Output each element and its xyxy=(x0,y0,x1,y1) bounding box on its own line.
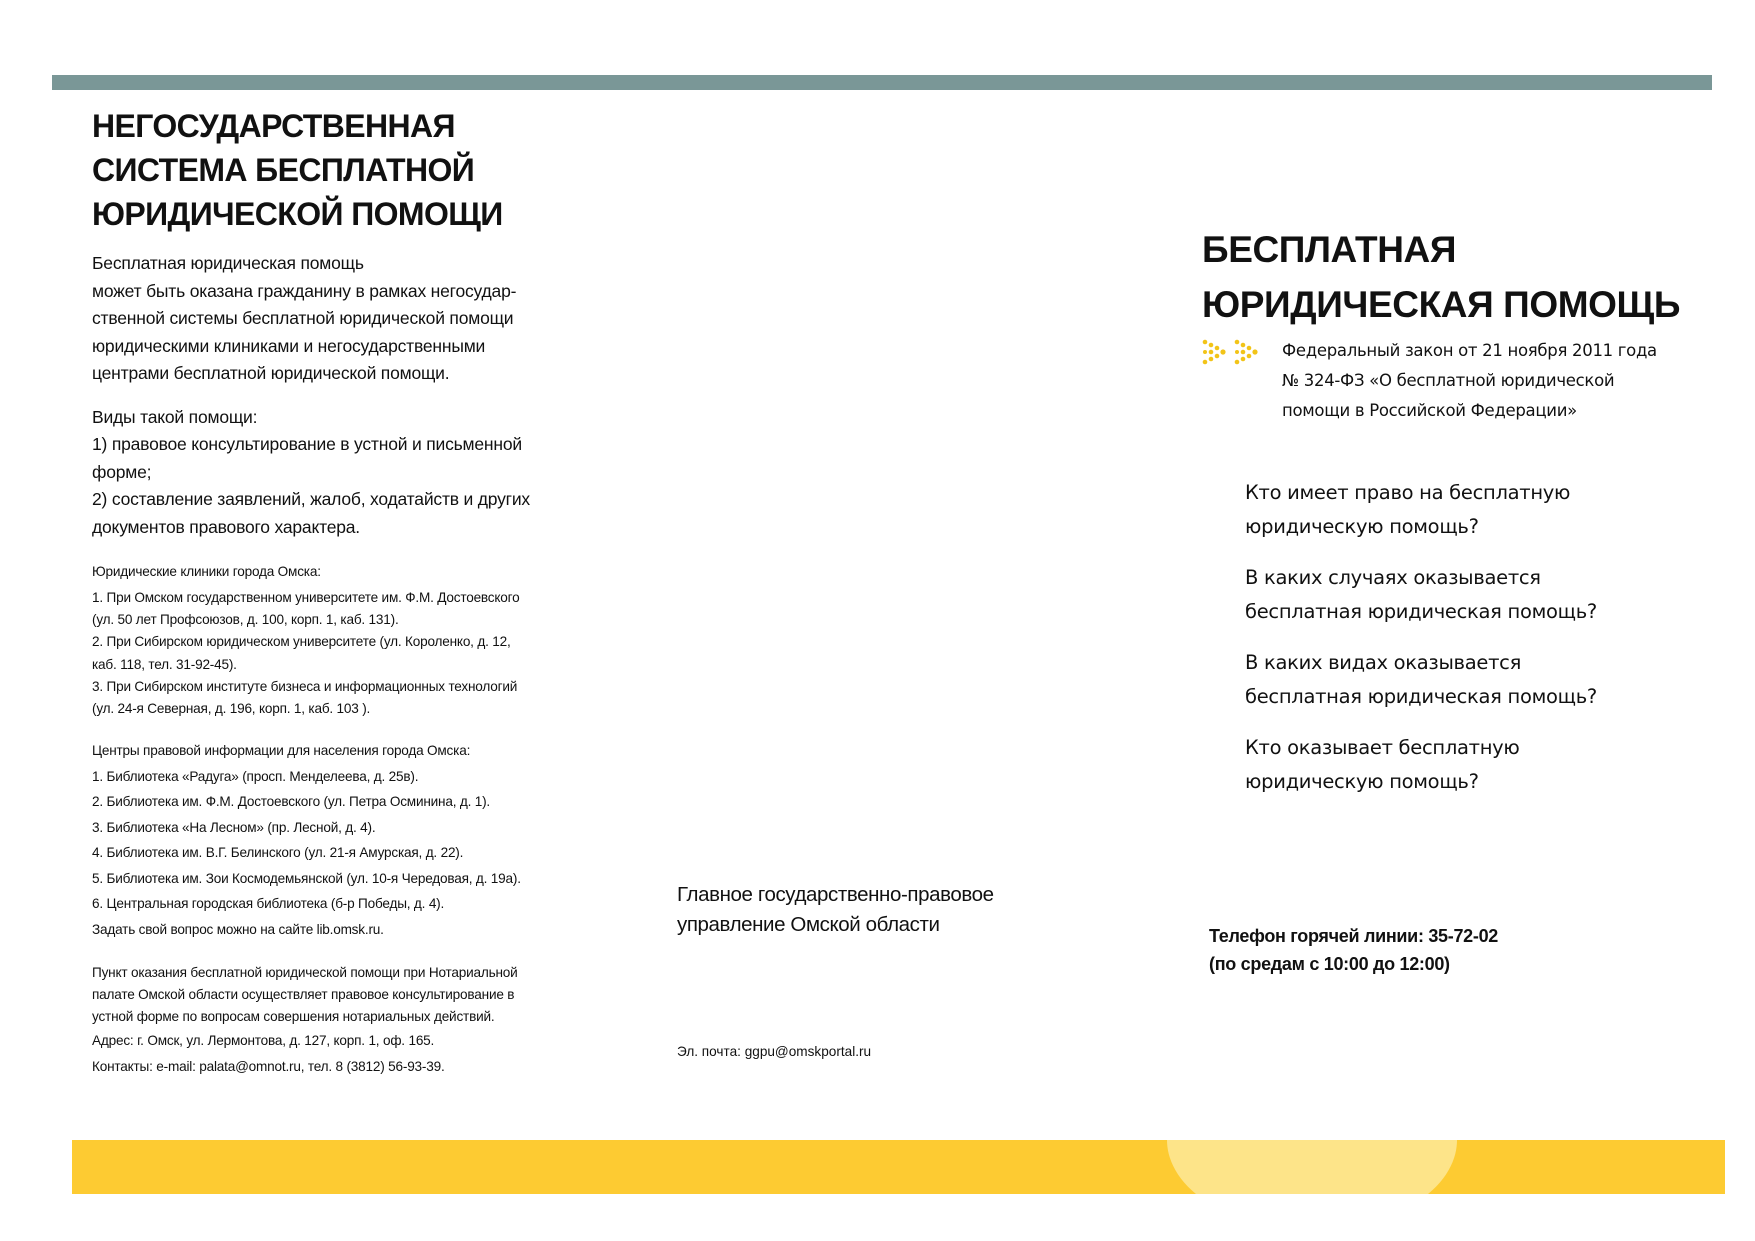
notary-line: Пункт оказания бесплатной юридической помощи при Нотариальной xyxy=(92,965,518,980)
law-line: помощи в Российской Федерации» xyxy=(1282,401,1577,420)
center-item: 2. Библиотека им. Ф.М. Достоевского (ул. Петра Осминина, д. 1). xyxy=(92,794,491,809)
center-item: 1. Библиотека «Радуга» (просп. Менделеева, д. 25в). xyxy=(92,768,419,784)
question-item xyxy=(1245,646,1705,714)
hotline-info xyxy=(1209,922,1498,978)
cover-heading xyxy=(1202,222,1702,332)
notary-section xyxy=(92,962,562,1079)
question-line: В каких случаях оказывается xyxy=(1245,566,1541,589)
hotline-phone: Телефон горячей линии: 35-72-02 xyxy=(1209,926,1498,946)
question-line: В каких видах оказывается xyxy=(1245,651,1522,674)
intro-line: может быть оказана гражданину в рамках негосудар- xyxy=(92,280,517,301)
left-panel xyxy=(92,104,562,1079)
clinic-line: (ул. 50 лет Профсоюзов, д. 100, корп. 1, каб. 131). xyxy=(92,612,399,627)
cover-heading-line: БЕСПЛАТНАЯ xyxy=(1202,229,1457,270)
notary-line: устной форме по вопросам совершения нотариальных действий. xyxy=(92,1009,495,1024)
clinic-item xyxy=(92,629,562,674)
organization-line: Главное государственно-правовое xyxy=(677,883,994,906)
notary-line: палате Омской области осуществляет правовое консультирование в xyxy=(92,987,515,1002)
question-line: юридическую помощь? xyxy=(1245,770,1479,793)
centers-title: Центры правовой информации для населения города Омска: xyxy=(92,743,471,758)
questions-list xyxy=(1245,476,1705,816)
intro-line: ственной системы бесплатной юридической помощи xyxy=(92,308,514,328)
intro-line: юридическими клиниками и негосударственными xyxy=(92,335,486,356)
website-note: Задать свой вопрос можно на сайте lib.omsk.ru. xyxy=(92,921,384,937)
question-item xyxy=(1245,731,1705,799)
help-types-line: Виды такой помощи: xyxy=(92,406,258,427)
question-line: юридическую помощь? xyxy=(1245,515,1479,538)
intro-line: Бесплатная юридическая помощь xyxy=(92,253,364,273)
question-line: Кто оказывает бесплатную xyxy=(1245,736,1520,759)
help-types xyxy=(92,404,562,542)
clinic-line: каб. 118, тел. 31-92-45). xyxy=(92,656,237,672)
middle-panel xyxy=(677,880,1057,940)
cover-heading-line: ЮРИДИЧЕСКАЯ ПОМОЩЬ xyxy=(1202,284,1681,325)
left-heading-line: СИСТЕМА БЕСПЛАТНОЙ xyxy=(92,152,475,188)
notary-contacts: Контакты: e-mail: palata@omnot.ru, тел. 8 (3812) 56-93-39. xyxy=(92,1058,445,1074)
question-line: бесплатная юридическая помощь? xyxy=(1245,685,1597,708)
bottom-decor-arc xyxy=(1167,1140,1457,1194)
clinic-line: 3. При Сибирском институте бизнеса и информационных технологий xyxy=(92,678,518,694)
clinic-line: 1. При Омском государственном университете им. Ф.М. Достоевского xyxy=(92,589,520,605)
bottom-decor-band xyxy=(72,1140,1725,1194)
intro-paragraph xyxy=(92,250,562,388)
law-text xyxy=(1282,336,1712,426)
question-item xyxy=(1245,476,1705,544)
law-reference xyxy=(1200,336,1700,426)
left-heading-line: ЮРИДИЧЕСКОЙ ПОМОЩИ xyxy=(92,196,503,232)
center-item: 6. Центральная городская библиотека (б-р Победы, д. 4). xyxy=(92,896,445,911)
help-types-line: форме; xyxy=(92,461,152,482)
hotline-hours: (по средам с 10:00 до 12:00) xyxy=(1209,954,1450,974)
help-types-line: документов правового характера. xyxy=(92,516,360,537)
center-item: 5. Библиотека им. Зои Космодемьянской (ул. 10-я Чередовая, д. 19а). xyxy=(92,870,521,886)
law-line: Федеральный закон от 21 ноября 2011 года xyxy=(1282,341,1657,360)
question-item xyxy=(1245,561,1705,629)
intro-line: центрами бесплатной юридической помощи. xyxy=(92,363,450,383)
help-types-line: 1) правовое консультирование в устной и письменной xyxy=(92,434,522,454)
organization-name xyxy=(677,880,1057,940)
clinics-section xyxy=(92,559,562,718)
law-line: № 324-ФЗ «О бесплатной юридической xyxy=(1282,371,1615,390)
notary-address: Адрес: г. Омск, ул. Лермонтова, д. 127, корп. 1, оф. 165. xyxy=(92,1033,435,1048)
double-arrow-dots-icon xyxy=(1200,336,1270,376)
clinics-title: Юридические клиники города Омска: xyxy=(92,564,321,579)
clinic-line: 2. При Сибирском юридическом университете (ул. Короленко, д. 12, xyxy=(92,634,511,649)
clinic-line: (ул. 24-я Северная, д. 196, корп. 1, каб. 103 ). xyxy=(92,701,371,716)
left-heading-line: НЕГОСУДАРСТВЕННАЯ xyxy=(92,108,455,144)
help-types-line: 2) составление заявлений, жалоб, ходатайств и других xyxy=(92,489,530,509)
center-item: 3. Библиотека «На Лесном» (пр. Лесной, д. 4). xyxy=(92,819,376,835)
question-line: бесплатная юридическая помощь? xyxy=(1245,600,1597,623)
centers-section xyxy=(92,738,562,942)
question-line: Кто имеет право на бесплатную xyxy=(1245,481,1571,504)
clinic-item xyxy=(92,674,562,719)
left-heading xyxy=(92,104,562,236)
top-decor-bar xyxy=(52,75,1712,90)
right-panel xyxy=(1202,222,1702,332)
center-item: 4. Библиотека им. В.Г. Белинского (ул. 21-я Амурская, д. 22). xyxy=(92,845,464,860)
organization-email: Эл. почта: ggpu@omskportal.ru xyxy=(677,1044,872,1059)
clinic-item xyxy=(92,585,562,630)
organization-line: управление Омской области xyxy=(677,913,940,936)
